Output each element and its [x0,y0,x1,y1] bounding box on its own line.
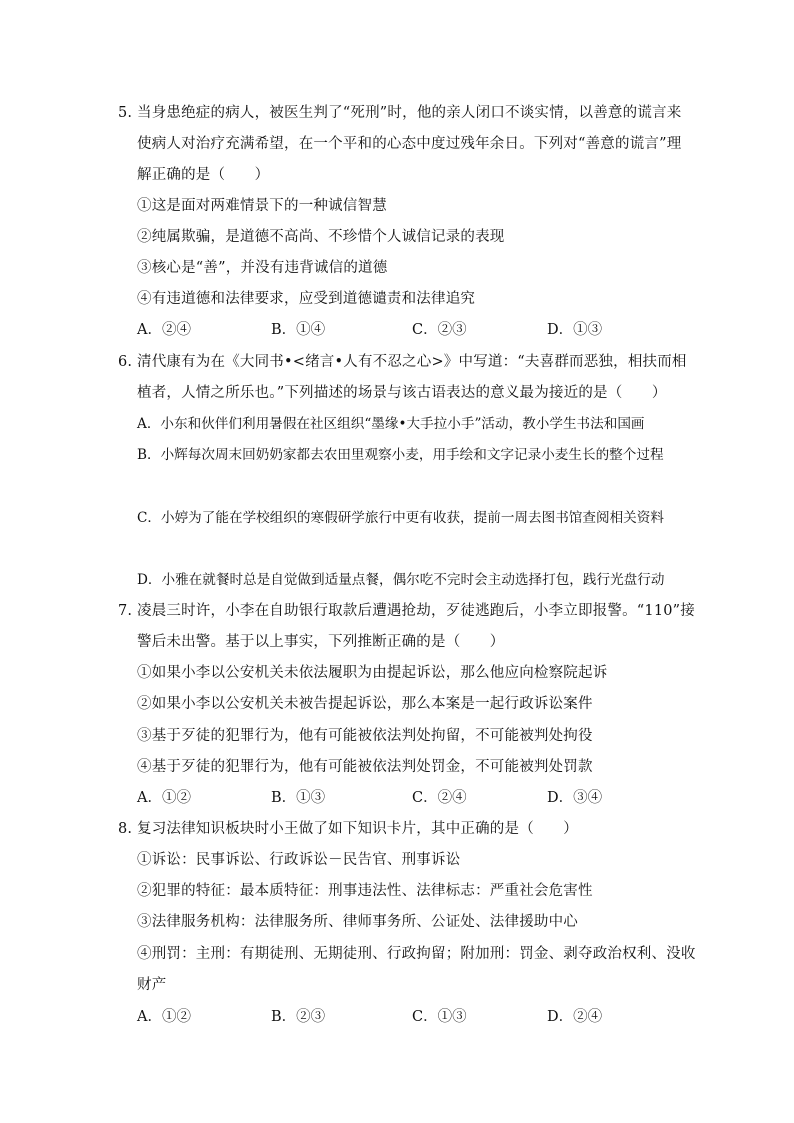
statement-item: ①如果小李以公安机关未依法履职为由提起诉讼，那么他应向检察院起诉 [137,665,608,681]
option-b: B．①③ [271,790,326,806]
question-stem-line: 当身患绝症的病人，被医生判了“死刑”时，他的亲人闭口不谈实情，以善意的谎言来 [137,105,682,121]
option-d: D．③④ [547,790,603,806]
question-stem-line: 复习法律知识板块时小王做了如下知识卡片，其中正确的是（ ） [137,821,578,837]
statement-item: ①诉讼：民事诉讼、行政诉讼－民告官、刑事诉讼 [137,852,461,868]
question-number: 8. [118,821,133,837]
option-d: D．①③ [547,322,603,338]
statement-item: ②犯罪的特征：最本质特征：刑事违法性、法律标志：严重社会危害性 [137,883,593,899]
option-c: C．小婷为了能在学校组织的寒假研学旅行中更有收获，提前一周去图书馆查阅相关资料 [137,510,664,526]
statement-item: 财产 [137,977,167,993]
option-c: C．②③ [412,322,467,338]
statement-item: ②纯属欺骗，是道德不高尚、不珍惜个人诚信记录的表现 [137,229,505,245]
option-b: B．小辉每次周末回奶奶家都去农田里观察小麦，用手绘和文字记录小麦生长的整个过程 [137,447,664,463]
statement-item: ①这是面对两难情景下的一种诚信智慧 [137,198,387,214]
option-d: D．②④ [547,1009,603,1025]
statement-item: ④刑罚：主刑：有期徒刑、无期徒刑、行政拘留；附加刑：罚金、剥夺政治权利、没收 [137,946,696,962]
statement-item: ③基于歹徒的犯罪行为，他有可能被依法判处拘留，不可能被判处拘役 [137,728,593,744]
statement-item: ④基于歹徒的犯罪行为，他有可能被依法判处罚金，不可能被判处罚款 [137,759,593,775]
question-stem-line: 植者，人情之所乐也。”下列描述的场景与该古语表达的意义最为接近的是（ ） [137,385,667,401]
option-c: C．①③ [412,1009,467,1025]
option-d: D．小雅在就餐时总是自觉做到适量点餐，偶尔吃不完时会主动选择打包，践行光盘行动 [137,572,665,588]
option-b: B．②③ [271,1009,326,1025]
option-c: C．②④ [412,790,467,806]
option-a: A．①② [137,790,191,806]
question-number: 7. [118,603,133,619]
statement-item: ④有违道德和法律要求，应受到道德谴责和法律追究 [137,291,476,307]
question-stem-line: 凌晨三时许，小李在自助银行取款后遭遇抢劫，歹徒逃跑后，小李立即报警。“110”接 [137,603,695,619]
option-b: B．①④ [271,322,326,338]
statement-item: ③核心是“善”，并没有违背诚信的道德 [137,260,388,276]
question-stem-line: 解正确的是（ ） [137,167,270,183]
question-stem-line: 警后未出警。基于以上事实，下列推断正确的是（ ） [137,634,505,650]
option-a: A．小东和伙伴们利用暑假在社区组织“墨缘•大手拉小手”活动，教小学生书法和国画 [137,416,645,432]
question-stem-line: 清代康有为在《大同书•<绪言•人有不忍之心>》中写道：“夫喜群而恶独，相扶而相 [137,354,687,370]
option-a: A．②④ [137,322,191,338]
option-a: A．①② [137,1009,191,1025]
statement-item: ③法律服务机构：法律服务所、律师事务所、公证处、法律援助中心 [137,914,578,930]
question-stem-line: 使病人对治疗充满希望，在一个平和的心态中度过残年余日。下列对“善意的谎言”理 [137,136,682,152]
statement-item: ②如果小李以公安机关未被告提起诉讼，那么本案是一起行政诉讼案件 [137,696,593,712]
question-number: 6. [118,354,133,370]
question-number: 5. [118,105,133,121]
